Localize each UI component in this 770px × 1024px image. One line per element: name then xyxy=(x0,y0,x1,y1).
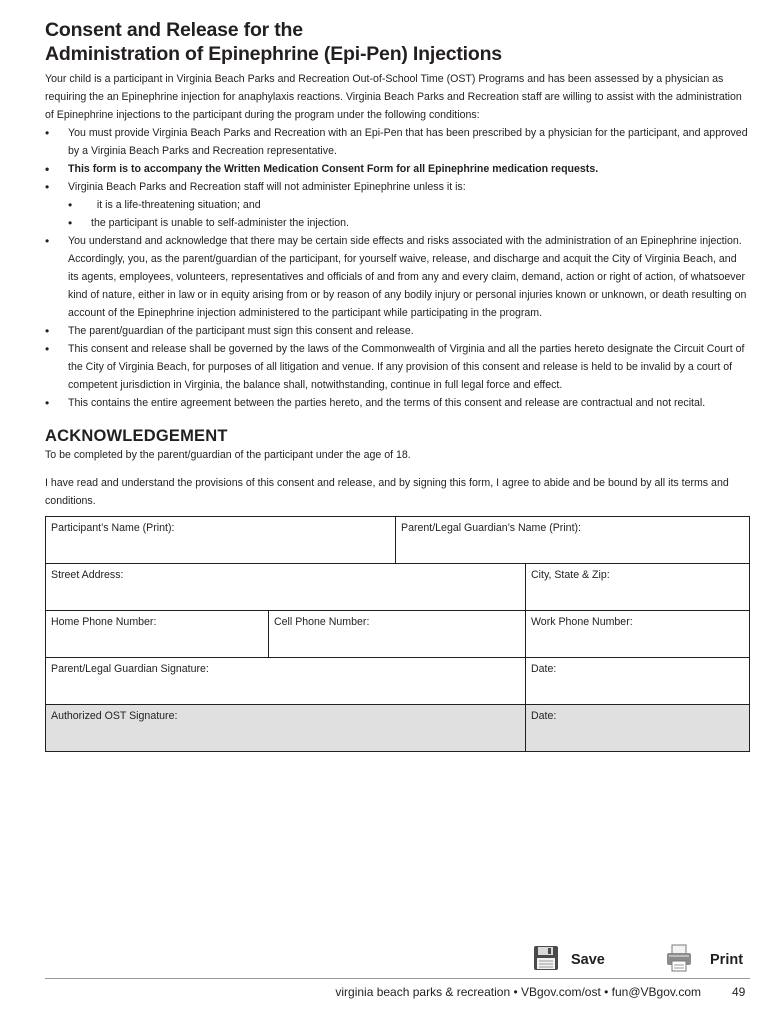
condition-item: • You must provide Virginia Beach Parks and Recreation with an Epi-Pen that has been prescribed by a physician for the participant, and approved by a Virginia Beach Parks and Recreation representative. xyxy=(45,124,750,160)
consent-form-page xyxy=(45,18,750,752)
save-button[interactable] xyxy=(533,945,605,975)
condition-item: • This contains the entire agreement between the parties hereto, and the terms of this consent and release are contractual and not recital. xyxy=(45,394,750,412)
title-line-1: Consent and Release for the xyxy=(45,19,303,41)
conditions-list xyxy=(45,124,750,412)
guardian-date-field[interactable] xyxy=(526,658,750,705)
city-state-zip-field[interactable] xyxy=(526,564,750,611)
street-address-field[interactable] xyxy=(46,564,526,611)
footer-divider xyxy=(45,978,750,979)
acknowledgement-heading: ACKNOWLEDGEMENT xyxy=(45,427,228,445)
home-phone-field[interactable] xyxy=(46,611,269,658)
print-label: Print xyxy=(710,952,744,968)
condition-item xyxy=(45,178,750,232)
ost-signature-field xyxy=(46,705,526,752)
condition-item: • The parent/guardian of the participant must sign this consent and release. xyxy=(45,322,750,340)
sub-condition-item xyxy=(68,196,750,214)
printer-icon xyxy=(666,944,692,977)
condition-item: • This consent and release shall be governed by the laws of the Commonwealth of Virginia and all the parties hereto designate the Circuit Court of the City of Virginia Beach, for purposes of all litigation and venue. If any provision of this consent and release is held to be invalid by a court of competent jurisdiction in Virginia, the balance shall, notwithstanding, continue in full legal force and effect. xyxy=(45,340,750,394)
condition-item: • This form is to accompany the Written Medication Consent Form for all Epinephrine medication requests. xyxy=(45,160,750,178)
guardian-name-label: Parent/Legal Guardian’s Name (Print): xyxy=(401,522,581,534)
cell-phone-field[interactable] xyxy=(269,611,526,658)
page-number: 49 xyxy=(732,985,746,999)
participant-name-label: Participant’s Name (Print): xyxy=(51,522,175,534)
guardian-date-label: Date: xyxy=(531,663,557,675)
work-phone-field[interactable] xyxy=(526,611,750,658)
sub-conditions-list xyxy=(68,196,750,232)
sub-condition-text: it is a life-threatening situation; and xyxy=(96,199,261,211)
print-button[interactable] xyxy=(666,945,743,975)
page-title xyxy=(45,18,750,66)
ost-date-label: Date: xyxy=(531,710,557,722)
sub-condition-item: • the participant is unable to self-administer the injection. xyxy=(68,214,750,232)
footer-text: virginia beach parks & recreation • VBgov.com/ost • fun@VBgov.com xyxy=(335,985,701,999)
condition-item: • You understand and acknowledge that there may be certain side effects and risks associated with the administration of an Epinephrine injection. Accordingly, you, as the parent/guardian of the participant, for yourself waive, release, and discharge and acquit the City of Virginia Beach, and its agents, employees, volunteers, representatives and officials of and from any and every claim, demand, action or right of action, of whatsoever kind of nature, either in law or in equity arising from or by reason of any bodily injury or personal injuries known or unknown, or death resulting on account of the Epinephrine injection administered to the participant while participating in the program. xyxy=(45,232,750,322)
guardian-signature-field[interactable] xyxy=(46,658,526,705)
home-phone-label: Home Phone Number: xyxy=(51,616,157,628)
participant-name-field[interactable] xyxy=(46,517,396,564)
acknowledgement-statement: I have read and understand the provisions of this consent and release, and by signing this form, I agree to abide and be bound by all its terms and conditions. xyxy=(45,477,729,507)
ost-signature-label: Authorized OST Signature: xyxy=(51,710,178,722)
work-phone-label: Work Phone Number: xyxy=(531,616,633,628)
signature-form-table xyxy=(45,516,750,752)
save-label: Save xyxy=(571,952,605,968)
guardian-signature-label: Parent/Legal Guardian Signature: xyxy=(51,663,209,675)
city-state-zip-label: City, State & Zip: xyxy=(531,569,610,581)
cell-phone-label: Cell Phone Number: xyxy=(274,616,370,628)
acknowledgement-subtitle: To be completed by the parent/guardian of the participant under the age of 18. xyxy=(45,449,411,461)
title-line-2: Administration of Epinephrine (Epi-Pen) Injections xyxy=(45,43,502,65)
street-address-label: Street Address: xyxy=(51,569,124,581)
floppy-disk-icon xyxy=(533,945,559,976)
ost-date-field xyxy=(526,705,750,752)
intro-paragraph: Your child is a participant in Virginia Beach Parks and Recreation Out-of-School Time (OST) Programs and has been assessed by a physician as requiring the an Epinephrine injection for anaphylaxis reactions. Virginia Beach Parks and Recreation staff are willing to assist with the administration of Epinephrine injections to the participant during the program under the following conditions: xyxy=(45,73,742,121)
guardian-name-field[interactable] xyxy=(396,517,750,564)
condition-text: Virginia Beach Parks and Recreation staff will not administer Epinephrine unless it is: xyxy=(68,181,466,193)
